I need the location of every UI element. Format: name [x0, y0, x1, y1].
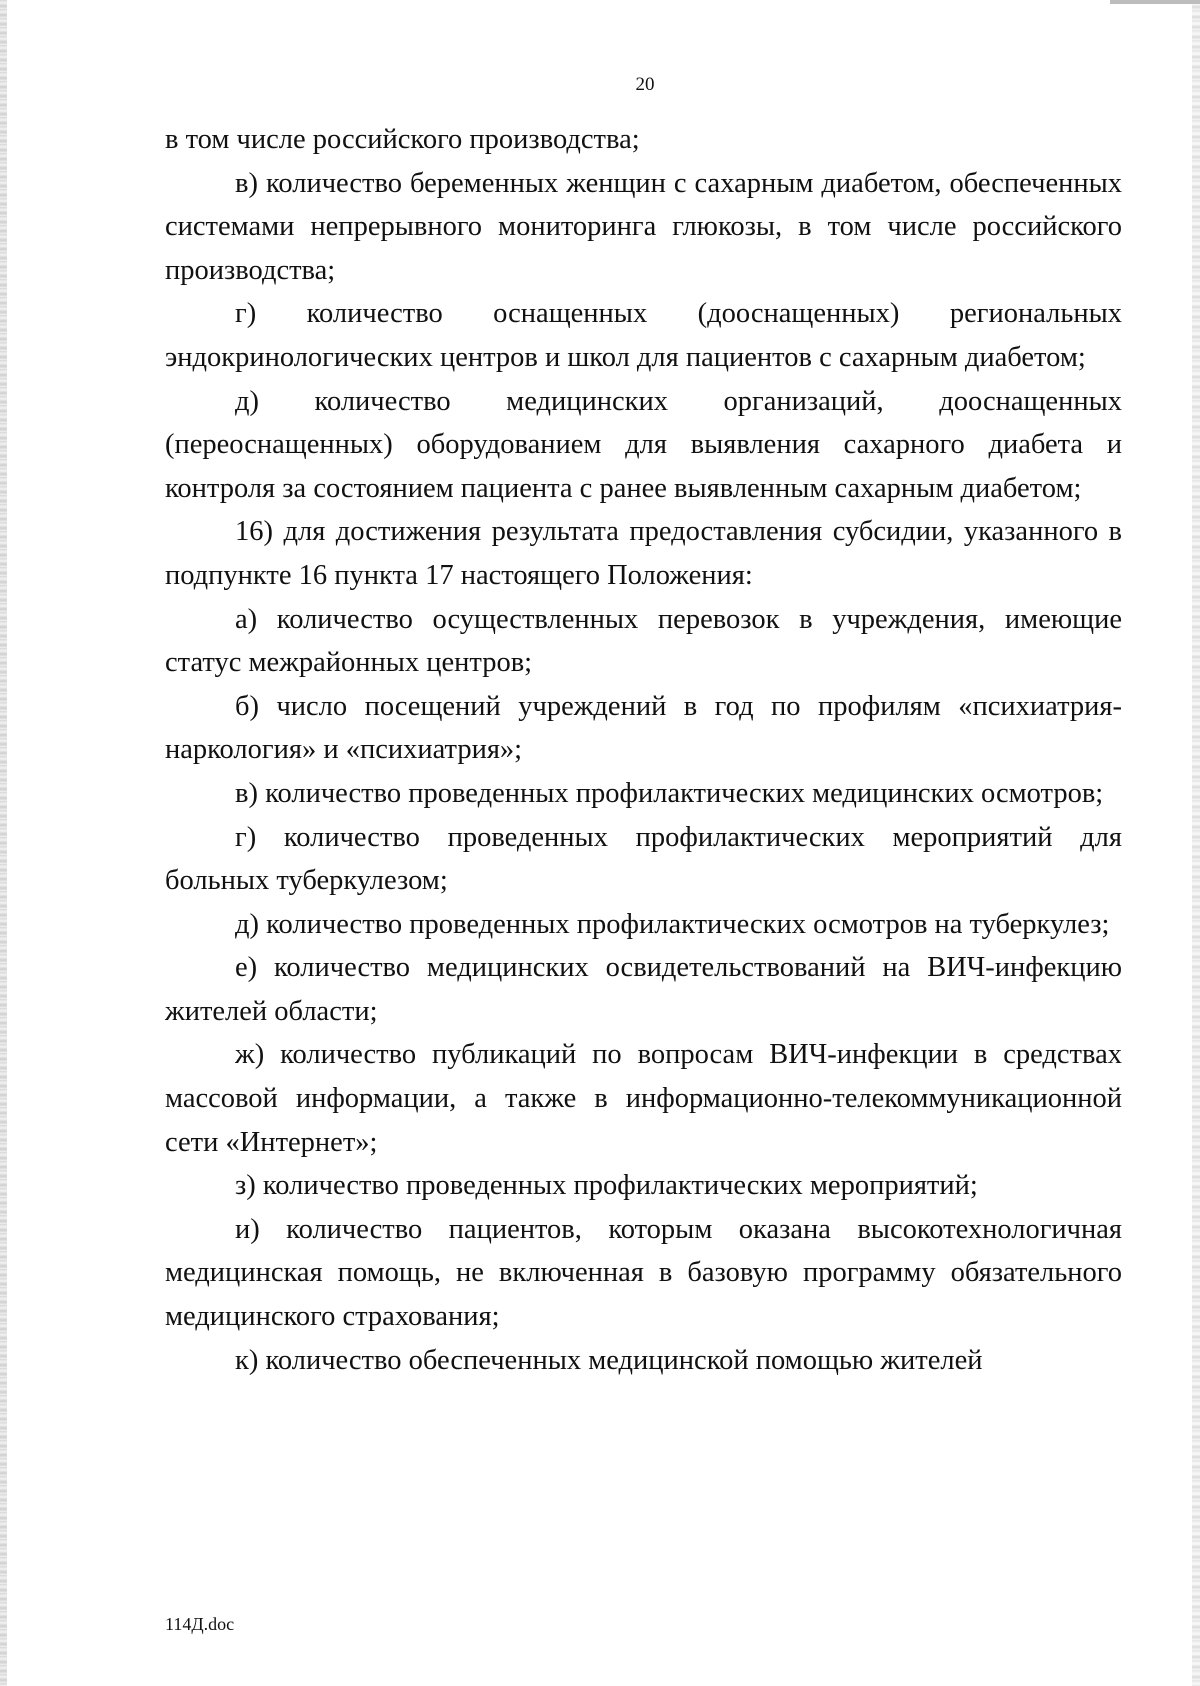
scan-edge-right	[1192, 0, 1200, 1686]
paragraph-item-e: е) количество медицинских освидетельствований на ВИЧ-инфекцию жителей области;	[165, 952, 1122, 1027]
paragraph-item-k: к) количество обеспеченных медицинской помощью жителей	[235, 1344, 983, 1376]
paragraph-item-g: г) количество оснащенных (дооснащенных) региональных эндокринологических центров и школ для пациентов с сахарным диабетом;	[165, 298, 1122, 373]
paragraph-item-g2: г) количество проведенных профилактических мероприятий для больных туберкулезом;	[165, 821, 1122, 897]
document-body	[165, 118, 1122, 1382]
paragraph-item-z: з) количество проведенных профилактических мероприятий;	[235, 1170, 978, 1202]
paragraph-item-b: б) число посещений учреждений в год по профилям «психиатрия-наркология» и «психиатрия»;	[165, 690, 1122, 766]
paragraph-item-d: д) количество медицинских организаций, дооснащенных (переоснащенных) оборудованием для выявления сахарного диабета и контроля за состоянием пациента с ранее выявленным сахарным диабетом;	[165, 385, 1122, 504]
paragraph-item-a: а) количество осуществленных перевозок в учреждения, имеющие статус межрайонных центров;	[165, 603, 1122, 679]
paragraph-item-zh: ж) количество публикаций по вопросам ВИЧ-инфекции в средствах массовой информации, а также в информационно-телекоммуникационной сети «Интернет»;	[165, 1039, 1122, 1158]
paragraph-item-v: в) количество беременных женщин с сахарным диабетом, обеспеченных системами непрерывного мониторинга глюкозы, в том числе российского производства;	[165, 167, 1122, 286]
paragraph-clause-16: 16) для достижения результата предоставления субсидии, указанного в подпункте 16 пункта 17 настоящего Положения:	[165, 516, 1122, 591]
scan-edge-top	[1110, 0, 1200, 4]
paragraph-continuation: в том числе российского производства;	[165, 124, 640, 155]
paragraph-item-v2: в) количество проведенных профилактических медицинских осмотров;	[235, 777, 1104, 809]
footer-filename: 114Д.doc	[165, 1614, 235, 1634]
page-number: 20	[635, 74, 655, 95]
paragraph-item-d2: д) количество проведенных профилактических осмотров на туберкулез;	[235, 908, 1110, 940]
paragraph-item-i: и) количество пациентов, которым оказана высокотехнологичная медицинская помощь, не включенная в базовую программу обязательного медицинского страхования;	[165, 1213, 1122, 1333]
scan-edge-left	[0, 0, 7, 1686]
